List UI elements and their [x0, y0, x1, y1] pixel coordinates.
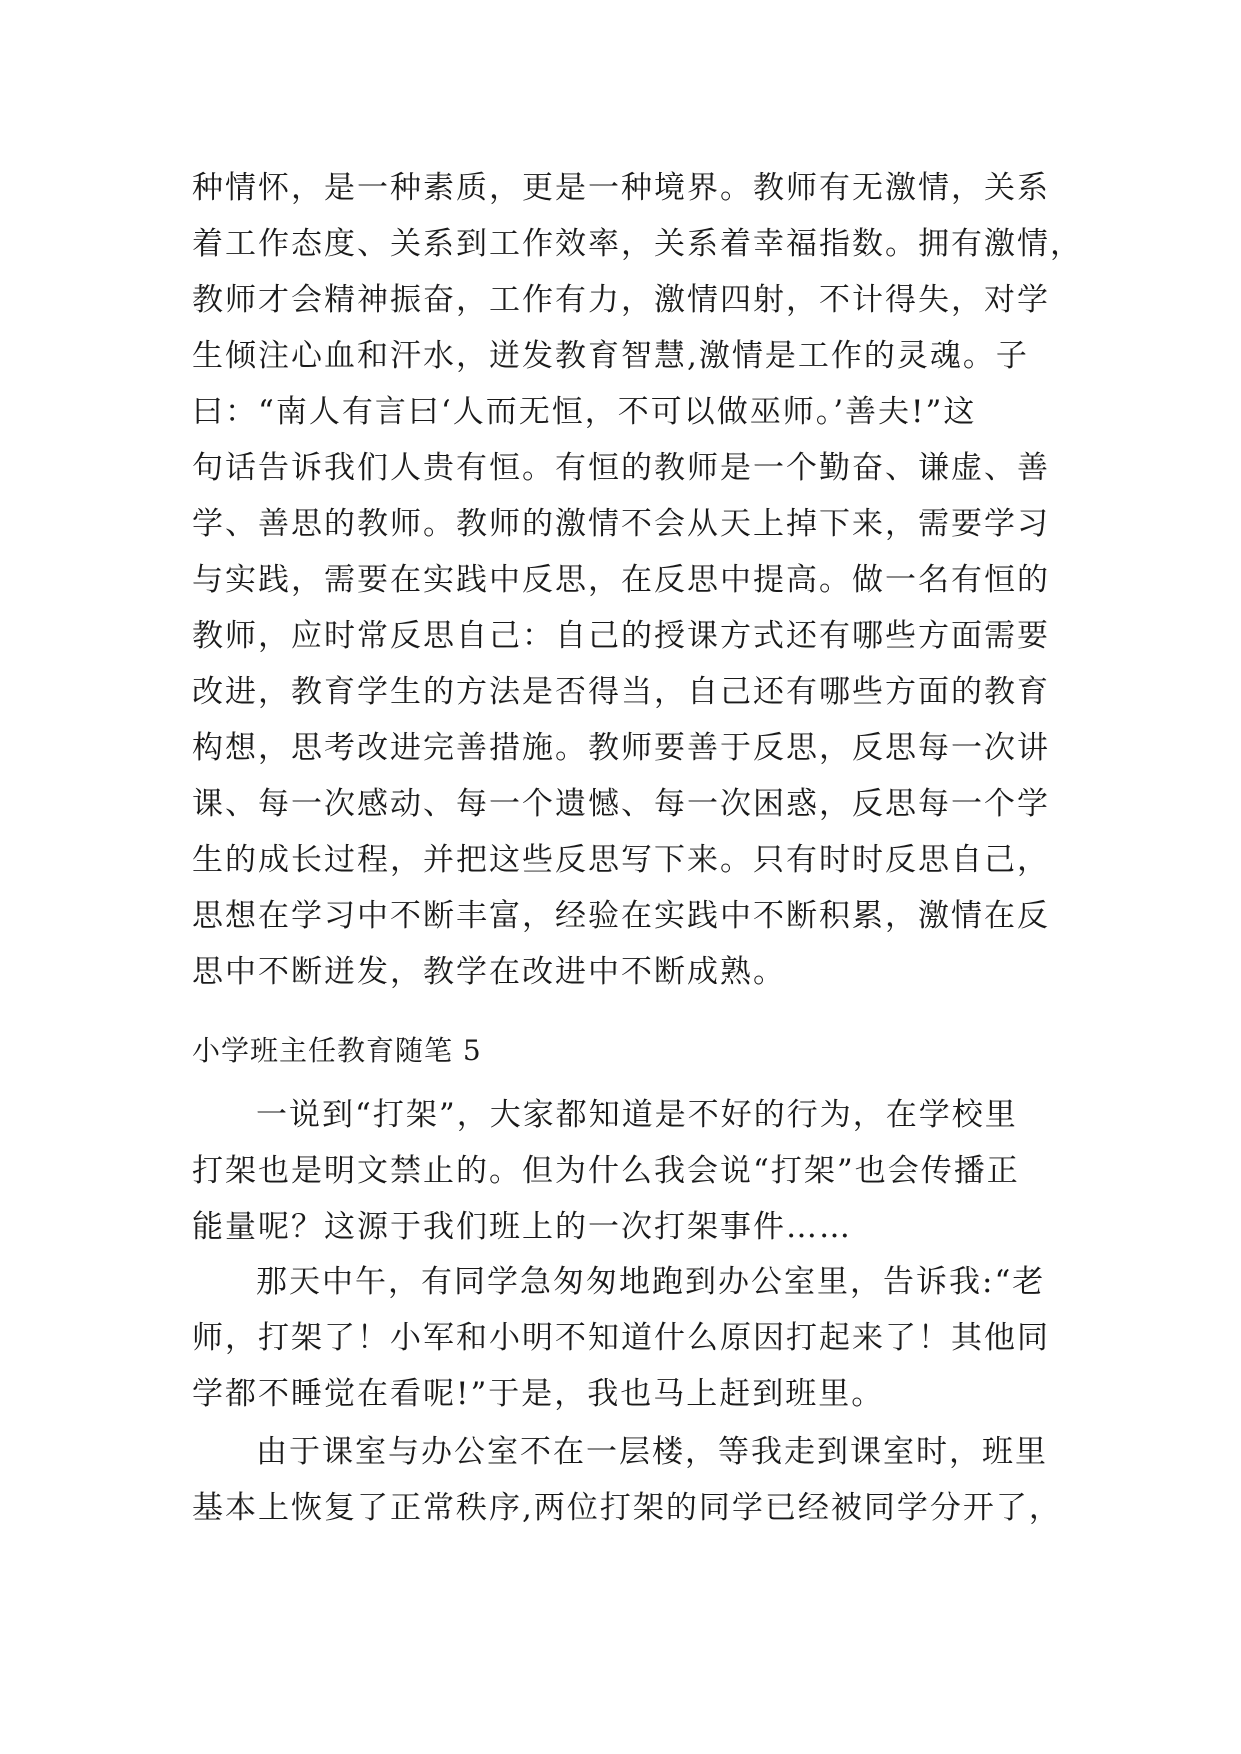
text-line: 曰：“南人有言曰‘人而无恒，不可以做巫师。’善夫!”这 [192, 394, 977, 430]
text-line: 教师才会精神振奋，工作有力，激情四射，不计得失，对学 [192, 282, 1050, 318]
text-line: 生倾注心血和汗水，迸发教育智慧,激情是工作的灵魂。子 [192, 338, 1029, 374]
text-line: 学、善思的教师。教师的激情不会从天上掉下来，需要学习 [192, 506, 1050, 542]
text-line: 思中不断迸发，教学在改进中不断成熟。 [192, 954, 786, 990]
text-line: 改进，教育学生的方法是否得当，自己还有哪些方面的教育 [192, 674, 1050, 710]
text-line: 思想在学习中不断丰富，经验在实践中不断积累，激情在反 [192, 898, 1050, 934]
text-line: 着工作态度、关系到工作效率，关系着幸福指数。拥有激情， [192, 226, 1083, 262]
text-line: 生的成长过程，并把这些反思写下来。只有时时反思自己， [192, 842, 1050, 878]
section-heading: 小学班主任教育随笔 5 [192, 1034, 482, 1067]
paragraph-intro [192, 1087, 1062, 1255]
text-line: 能量呢？这源于我们班上的一次打架事件…… [192, 1209, 852, 1245]
text-line: 课、每一次感动、每一个遗憾、每一次困惑，反思每一个学 [192, 786, 1050, 822]
text-line: 那天中午，有同学急匆匆地跑到办公室里，告诉我:“老 [256, 1264, 1046, 1300]
text-line: 学都不睡觉在看呢!”于是，我也马上赶到班里。 [192, 1376, 885, 1412]
text-line: 教师，应时常反思自己：自己的授课方式还有哪些方面需要 [192, 618, 1050, 654]
text-line: 由于课室与办公室不在一层楼，等我走到课室时，班里 [256, 1434, 1048, 1470]
paragraph-noon [192, 1254, 1062, 1422]
text-line: 师，打架了！小军和小明不知道什么原因打起来了！其他同 [192, 1320, 1050, 1356]
text-line: 基本上恢复了正常秩序,两位打架的同学已经被同学分开了， [192, 1490, 1062, 1526]
essay-continuation [192, 160, 1083, 1000]
text-line: 打架也是明文禁止的。但为什么我会说“打架”也会传播正 [192, 1153, 1020, 1189]
text-line: 与实践，需要在实践中反思，在反思中提高。做一名有恒的 [192, 562, 1050, 598]
text-line: 一说到“打架”，大家都知道是不好的行为，在学校里 [256, 1097, 1018, 1133]
text-line: 种情怀，是一种素质，更是一种境界。教师有无激情，关系 [192, 170, 1050, 206]
paragraph-classroom [192, 1424, 1062, 1536]
text-line: 构想，思考改进完善措施。教师要善于反思，反思每一次讲 [192, 730, 1050, 766]
text-line: 句话告诉我们人贵有恒。有恒的教师是一个勤奋、谦虚、善 [192, 450, 1050, 486]
